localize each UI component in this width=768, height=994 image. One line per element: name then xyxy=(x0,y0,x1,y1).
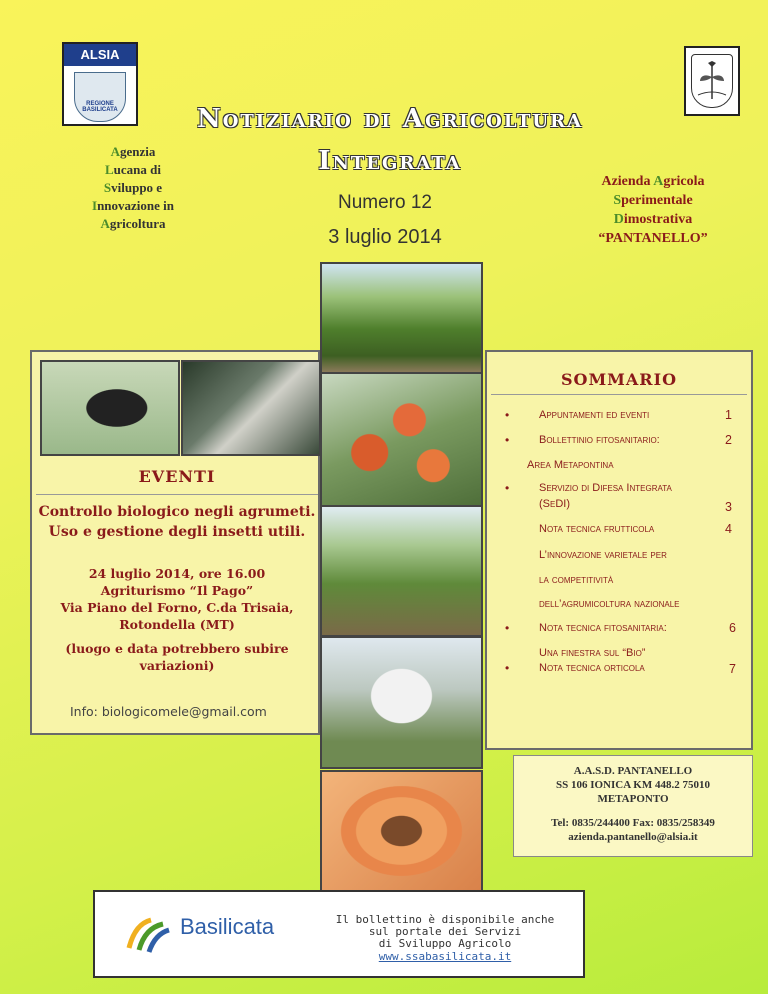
sommario-item[interactable]: Nota tecnica fitosanitaria: xyxy=(539,622,667,634)
azienda-name xyxy=(553,172,753,248)
azienda-initial: S xyxy=(613,193,622,208)
events-topic-line: Uso e gestione degli insetti utili. xyxy=(48,524,306,540)
events-note-line: (luogo e data potrebbero subire xyxy=(65,641,289,656)
contact-phone: Tel: 0835/244400 Fax: 0835/258349 xyxy=(551,817,715,829)
sommario-item[interactable]: Servizio di Difesa Integrata xyxy=(539,482,672,494)
sommario-page: 2 xyxy=(725,433,732,447)
events-heading: EVENTI xyxy=(138,467,216,486)
contact-address: SS 106 IONICA KM 448.2 75010 xyxy=(555,779,711,791)
sommario-divider xyxy=(491,394,747,395)
bullet-icon: • xyxy=(505,408,510,422)
orchard-photo xyxy=(320,262,483,374)
ladybug-larva-photo xyxy=(40,360,180,456)
contact-org: A.A.S.D. PANTANELLO xyxy=(573,765,693,777)
bullet-icon: • xyxy=(505,621,510,635)
events-note-line: variazioni) xyxy=(139,658,215,673)
sommario-page: 3 xyxy=(725,500,732,514)
sommario-title: SOMMARIO xyxy=(560,370,678,389)
agency-text: gricoltura xyxy=(109,216,166,231)
agency-initial: A xyxy=(110,144,120,159)
sommario-page: 7 xyxy=(729,662,736,676)
issue-date: 3 luglio 2014 xyxy=(328,226,442,248)
agency-line xyxy=(58,143,208,161)
agency-initial: I xyxy=(92,198,98,213)
contact-email[interactable]: azienda.pantanello@alsia.it xyxy=(568,831,698,843)
contact-lines xyxy=(514,764,752,844)
banner-text-line: sul portale dei Servizi xyxy=(368,925,522,938)
sommario-item[interactable]: Area Metapontina xyxy=(527,459,614,471)
azienda-text: gricola xyxy=(663,174,705,189)
contact-box xyxy=(513,755,753,857)
events-topic-line: Controllo biologico negli agrumeti. xyxy=(38,504,316,520)
contact-spacer xyxy=(514,806,752,816)
azienda-line xyxy=(553,191,753,210)
events-note xyxy=(32,640,322,674)
portal-banner[interactable] xyxy=(93,890,585,978)
azienda-initial: A xyxy=(653,174,664,189)
region-shield-icon xyxy=(74,72,126,122)
agency-text: nnovazione in xyxy=(97,198,174,213)
agency-initial: A xyxy=(100,216,110,231)
sommario-item[interactable]: Nota tecnica orticola xyxy=(539,662,645,674)
agency-line xyxy=(58,179,208,197)
sommario-item[interactable]: Appuntamenti ed eventi xyxy=(539,409,650,421)
azienda-text: Azienda xyxy=(601,174,654,189)
pantanello-emblem-logo xyxy=(684,46,740,116)
title-line-2: Integrata xyxy=(318,146,462,176)
banner-text-line: di Sviluppo Agricolo xyxy=(378,937,512,950)
alsia-logo-text: ALSIA xyxy=(64,44,136,66)
sommario-item[interactable]: L’innovazione varietale per xyxy=(539,549,667,561)
agency-line xyxy=(58,215,208,233)
sommario-page: 1 xyxy=(725,408,732,422)
event-date-time: 24 luglio 2014, ore 16.00 xyxy=(88,566,266,581)
agency-initial: L xyxy=(105,162,114,177)
agency-text: viluppo e xyxy=(111,180,163,195)
events-divider xyxy=(36,494,318,495)
alsia-region-text: REGIONE BASILICATA xyxy=(82,101,118,113)
agency-text: ucana di xyxy=(113,162,161,177)
apricot-fruit-photo xyxy=(320,372,483,507)
alsia-logo xyxy=(62,42,138,126)
azienda-line xyxy=(553,210,753,229)
sommario-item[interactable]: Bollettinio fitosanitario: xyxy=(539,434,660,446)
sommario-item[interactable]: dell’agrumicoltura nazionale xyxy=(539,598,680,610)
sommario-item[interactable]: Nota tecnica frutticola xyxy=(539,523,655,535)
bullet-icon: • xyxy=(505,481,510,495)
issue-number: Numero 12 xyxy=(338,192,432,213)
sommario-page: 4 xyxy=(725,522,732,536)
sommario-item[interactable]: Una finestra sul “Bio” xyxy=(539,647,646,659)
emblem-shield-icon xyxy=(691,54,733,108)
agency-text: genzia xyxy=(120,144,156,159)
agency-name xyxy=(58,143,208,233)
azienda-text: imostrativa xyxy=(623,212,693,227)
basilicata-logo-icon xyxy=(125,914,171,954)
plant-emblem-icon xyxy=(692,55,732,107)
sprayer-photo xyxy=(320,636,483,769)
event-venue: Agriturismo “Il Pago” xyxy=(100,583,254,598)
agency-initial: S xyxy=(103,180,112,195)
mealybug-photo xyxy=(181,360,321,456)
azienda-line xyxy=(553,172,753,191)
azienda-initial: D xyxy=(613,212,624,227)
title-line-1: Notiziario di Agricoltura xyxy=(196,104,584,134)
event-town: Rotondella (MT) xyxy=(119,617,235,632)
sommario-page: 6 xyxy=(729,621,736,635)
azienda-line: “PANTANELLO” xyxy=(598,231,708,246)
banner-text xyxy=(335,914,555,950)
agency-line xyxy=(58,197,208,215)
sommario-item[interactable]: (SeDI) xyxy=(539,498,570,510)
sommario-item[interactable]: la competitività xyxy=(539,574,614,586)
event-address: Via Piano del Forno, C.da Trisaia, xyxy=(60,600,294,615)
basilicata-logo-text: Basilicata xyxy=(180,914,275,939)
agency-line xyxy=(58,161,208,179)
banner-text-line: Il bollettino è disponibile anche xyxy=(335,913,555,926)
events-details xyxy=(32,565,322,633)
newsletter-title xyxy=(165,98,615,182)
events-topic xyxy=(32,502,322,542)
contact-city: METAPONTO xyxy=(597,793,669,805)
bullet-icon: • xyxy=(505,433,510,447)
events-info-email[interactable]: Info: biologicomele@gmail.com xyxy=(70,704,267,719)
azienda-text: perimentale xyxy=(621,193,693,208)
peach-cross-section-photo xyxy=(320,770,483,892)
banner-url-link[interactable]: www.ssabasilicata.it xyxy=(378,950,512,963)
sommario-box xyxy=(485,350,753,750)
young-orchard-photo xyxy=(320,505,483,637)
bullet-icon: • xyxy=(505,661,510,675)
